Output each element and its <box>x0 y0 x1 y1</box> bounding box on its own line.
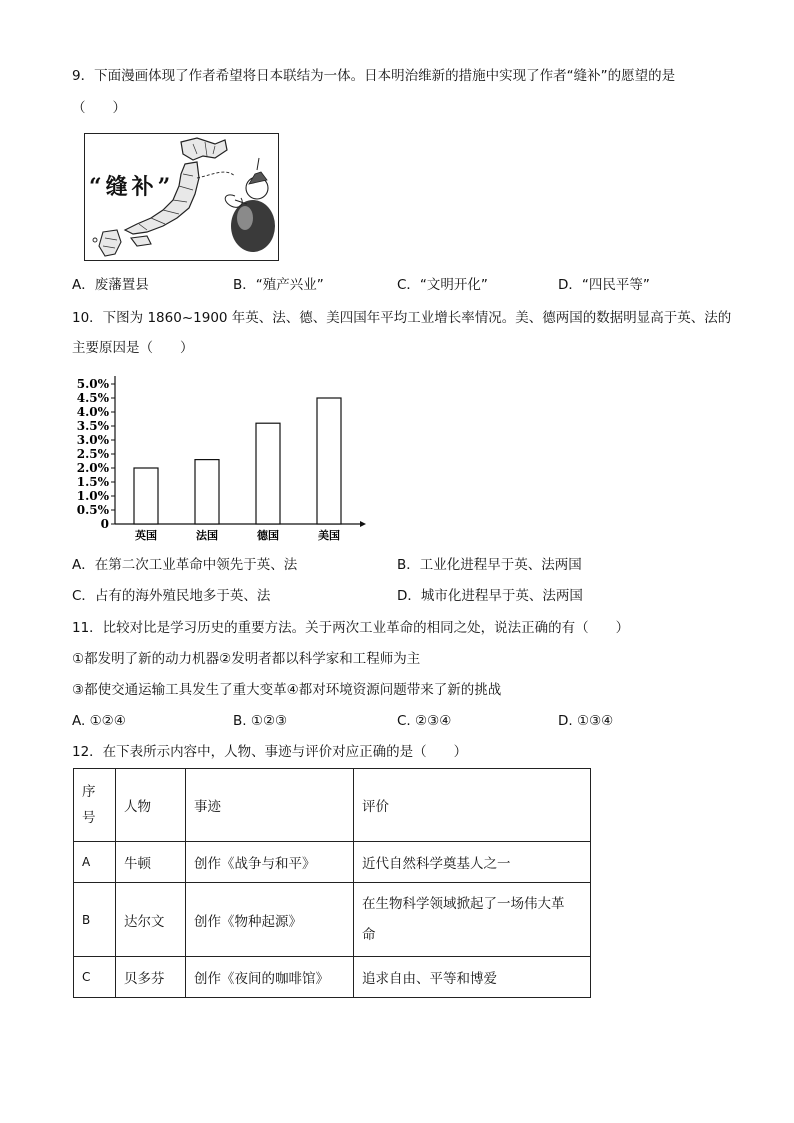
q12-stem: 12．在下表所示内容中，人物、事迹与评价对应正确的是（ ） <box>72 744 468 760</box>
cell-eval: 追求自由、平等和博爱 <box>354 957 591 998</box>
bar <box>256 423 280 524</box>
cell-deed: 创作《物种起源》 <box>186 883 354 957</box>
q10-option-c[interactable]: C．占有的海外殖民地多于英、法 <box>72 588 271 604</box>
q9-option-b[interactable]: B．“殖产兴业” <box>233 277 324 293</box>
q11-option-c[interactable]: C. ②③④ <box>397 713 452 729</box>
cell-deed: 创作《战争与和平》 <box>186 842 354 883</box>
q9-answer-blank: （ ） <box>72 100 126 116</box>
x-tick-label: 美国 <box>318 529 340 542</box>
header-eval: 评价 <box>354 769 591 842</box>
q9-cartoon <box>84 133 279 261</box>
q11-statements-2: ③都使交通运输工具发生了重大变革④都对环境资源问题带来了新的挑战 <box>72 682 502 698</box>
cell-seq: A <box>74 842 116 883</box>
header-seq: 序 号 <box>74 769 116 842</box>
header-deed: 事迹 <box>186 769 354 842</box>
cell-person: 牛顿 <box>116 842 186 883</box>
bar <box>195 460 219 524</box>
x-tick-label: 法国 <box>196 529 218 542</box>
q10-stem-continued: 主要原因是（ ） <box>72 340 194 356</box>
q12-table <box>73 768 591 998</box>
cell-person: 贝多芬 <box>116 957 186 998</box>
cell-seq: B <box>74 883 116 957</box>
y-tick-label: 0.5% <box>76 503 109 517</box>
industrial-growth-bar-chart <box>68 372 368 548</box>
q9-option-a[interactable]: A．废藩置县 <box>72 277 149 293</box>
q11-statements-1: ①都发明了新的动力机器②发明者都以科学家和工程师为主 <box>72 651 421 667</box>
table-header-row <box>74 769 591 842</box>
y-tick-label: 5.0% <box>76 377 109 391</box>
y-tick-label: 0 <box>100 517 109 531</box>
table-row <box>74 957 591 998</box>
cell-seq: C <box>74 957 116 998</box>
q10-option-b[interactable]: B．工业化进程早于英、法两国 <box>397 557 582 573</box>
table-row <box>74 842 591 883</box>
cell-eval: 在生物科学领域掀起了一场伟大革 命 <box>354 883 591 957</box>
y-tick-label: 4.0% <box>76 405 109 419</box>
x-tick-label: 德国 <box>257 529 279 542</box>
y-tick-label: 2.0% <box>76 461 109 475</box>
cartoon-caption: “缝补” <box>89 174 175 200</box>
x-axis-arrow <box>360 521 366 527</box>
q11-option-d[interactable]: D. ①③④ <box>558 713 614 729</box>
bar <box>317 398 341 524</box>
q10-option-d[interactable]: D．城市化进程早于英、法两国 <box>397 588 583 604</box>
y-tick-label: 3.5% <box>76 419 109 433</box>
q11-option-a[interactable]: A. ①②④ <box>72 713 126 729</box>
x-tick-label: 英国 <box>135 529 157 542</box>
q9-option-d[interactable]: D．“四民平等” <box>558 277 650 293</box>
q10-stem: 10．下图为 1860~1900 年英、法、德、美四国年平均工业增长率情况。美、德两国的数据明显高于英、法的 <box>72 310 732 326</box>
bar <box>134 468 158 524</box>
y-tick-label: 4.5% <box>76 391 109 405</box>
q9-stem: 9．下面漫画体现了作者希望将日本联结为一体。日本明治维新的措施中实现了作者“缝补”的愿望的是 <box>72 68 676 84</box>
table-row <box>74 883 591 957</box>
q10-option-a[interactable]: A．在第二次工业革命中领先于英、法 <box>72 557 298 573</box>
y-tick-label: 2.5% <box>76 447 109 461</box>
q11-option-b[interactable]: B. ①②③ <box>233 713 288 729</box>
q9-option-c[interactable]: C．“文明开化” <box>397 277 488 293</box>
cell-person: 达尔文 <box>116 883 186 957</box>
y-tick-label: 1.5% <box>76 475 109 489</box>
header-person: 人物 <box>116 769 186 842</box>
q11-stem: 11．比较对比是学习历史的重要方法。关于两次工业革命的相同之处，说法正确的有（ ） <box>72 620 630 636</box>
cell-deed: 创作《夜间的咖啡馆》 <box>186 957 354 998</box>
y-tick-label: 3.0% <box>76 433 109 447</box>
cell-eval: 近代自然科学奠基人之一 <box>354 842 591 883</box>
y-tick-label: 1.0% <box>76 489 109 503</box>
